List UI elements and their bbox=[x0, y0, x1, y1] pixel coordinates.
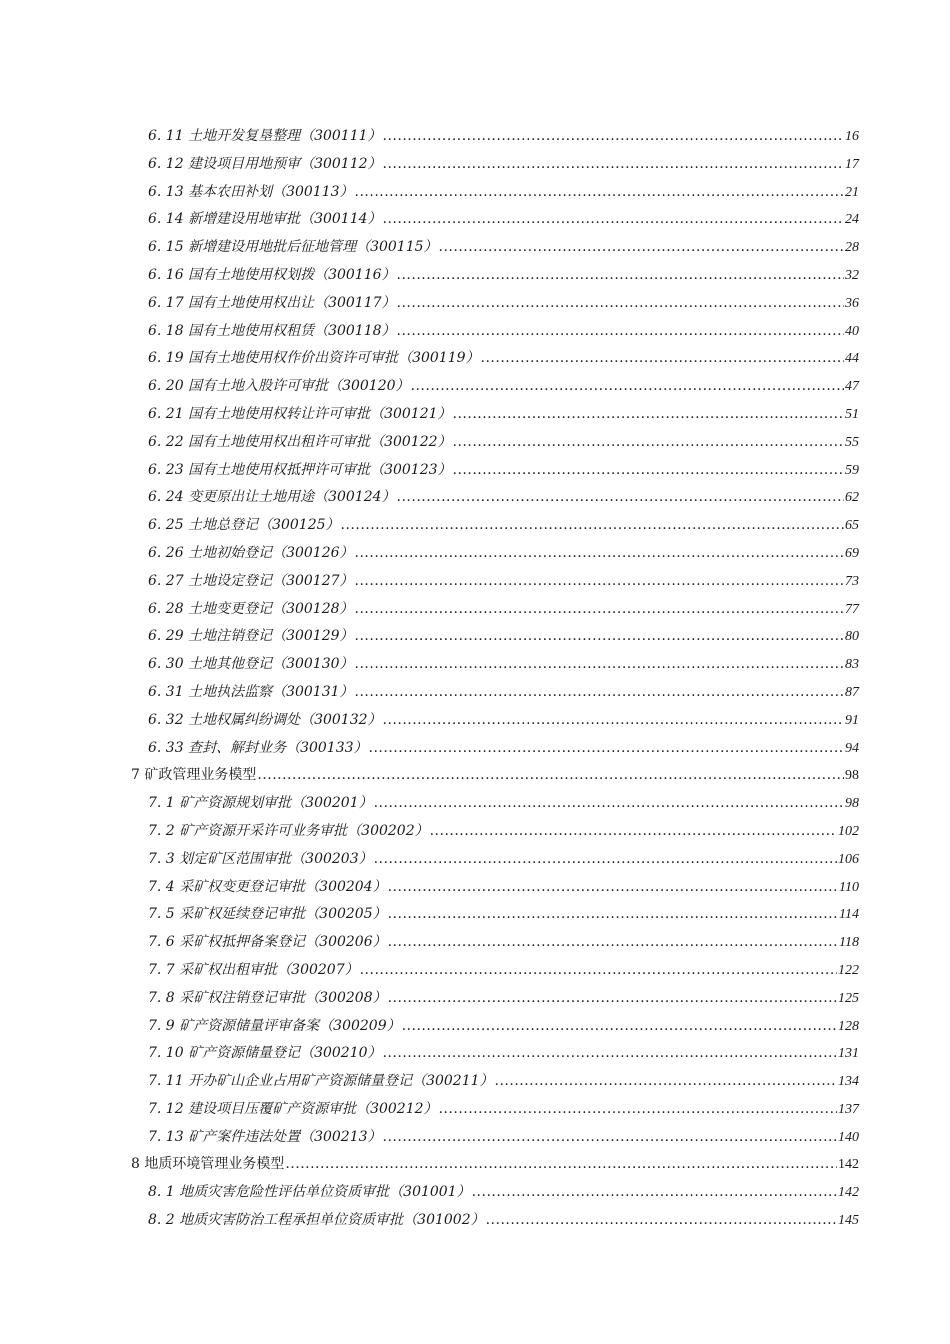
toc-entry-title: 6. 15 新增建设用地批后征地管理（300115） bbox=[148, 239, 438, 256]
toc-dot-leader bbox=[360, 959, 837, 981]
toc-entry-title: 6. 24 变更原出让土地用途（300124） bbox=[148, 489, 396, 506]
toc-entry-title: 7. 10 矿产资源储量登记（300210） bbox=[148, 1045, 382, 1062]
toc-entry-title: 6. 22 国有土地使用权出租许可审批（300122） bbox=[148, 433, 452, 450]
toc-entry-title: 7. 7 采矿权出租审批（300207） bbox=[148, 961, 359, 978]
toc-entry-title: 6. 33 查封、解封业务（300133） bbox=[148, 739, 368, 756]
toc-section-entry[interactable] bbox=[148, 153, 859, 181]
toc-section-entry[interactable] bbox=[148, 792, 859, 820]
toc-page-number: 21 bbox=[845, 184, 859, 200]
toc-section-entry[interactable] bbox=[148, 653, 859, 681]
toc-entry-title: 7. 9 矿产资源储量评审备案（300209） bbox=[148, 1017, 401, 1034]
toc-entry-title: 7. 3 划定矿区范围审批（300203） bbox=[148, 850, 373, 867]
toc-dot-leader bbox=[355, 570, 844, 592]
toc-entry-title: 7. 8 采矿权注销登记审批（300208） bbox=[148, 989, 387, 1006]
toc-page-number: 140 bbox=[838, 1129, 859, 1145]
toc-dot-leader bbox=[383, 1126, 837, 1148]
toc-section-entry[interactable] bbox=[148, 264, 859, 292]
toc-entry-title: 6. 31 土地执法监察（300131） bbox=[148, 683, 354, 700]
toc-entry-title: 6. 18 国有土地使用权租赁（300118） bbox=[148, 322, 396, 339]
toc-section-entry[interactable] bbox=[148, 876, 859, 904]
toc-section-entry[interactable] bbox=[148, 625, 859, 653]
toc-entry-title: 7. 1 矿产资源规划审批（300201） bbox=[148, 795, 373, 812]
toc-dot-leader bbox=[397, 320, 844, 342]
toc-entry-title: 6. 26 土地初始登记（300126） bbox=[148, 544, 354, 561]
toc-dot-leader bbox=[486, 1209, 837, 1231]
toc-dot-leader bbox=[439, 236, 844, 258]
toc-dot-leader bbox=[430, 820, 837, 842]
toc-page-number: 142 bbox=[838, 1157, 859, 1173]
toc-section-entry[interactable] bbox=[148, 848, 859, 876]
toc-dot-leader bbox=[453, 459, 844, 481]
toc-entry-title: 6. 12 建设项目用地预审（300112） bbox=[148, 155, 382, 172]
toc-entry-title: 6. 21 国有土地使用权转让许可审批（300121） bbox=[148, 405, 452, 422]
toc-page-number: 125 bbox=[838, 990, 859, 1006]
toc-section-entry[interactable] bbox=[148, 1126, 859, 1154]
toc-dot-leader bbox=[388, 903, 838, 925]
toc-entry-title: 6. 17 国有土地使用权出让（300117） bbox=[148, 294, 396, 311]
toc-page-number: 44 bbox=[845, 351, 859, 367]
toc-dot-leader bbox=[383, 208, 844, 230]
toc-entry-title: 6. 30 土地其他登记（300130） bbox=[148, 656, 354, 673]
toc-page-number: 137 bbox=[838, 1101, 859, 1117]
toc-page-number: 131 bbox=[838, 1046, 859, 1062]
toc-dot-leader bbox=[472, 1181, 837, 1203]
toc-dot-leader bbox=[388, 876, 838, 898]
toc-dot-leader bbox=[388, 931, 838, 953]
table-of-contents bbox=[0, 125, 950, 1237]
toc-entry-title: 8 地质环境管理业务模型 bbox=[131, 1156, 285, 1173]
toc-entry-title: 6. 16 国有土地使用权划拨（300116） bbox=[148, 266, 396, 283]
toc-page-number: 83 bbox=[845, 657, 859, 673]
toc-entry-title: 7. 12 建设项目压覆矿产资源审批（300212） bbox=[148, 1100, 438, 1117]
toc-entry-title: 6. 23 国有土地使用权抵押许可审批（300123） bbox=[148, 461, 452, 478]
toc-dot-leader bbox=[397, 264, 844, 286]
toc-dot-leader bbox=[383, 153, 844, 175]
toc-entry-title: 7. 5 采矿权延续登记审批（300205） bbox=[148, 906, 387, 923]
toc-chapter-entry[interactable] bbox=[131, 1153, 859, 1181]
toc-page-number: 24 bbox=[845, 212, 859, 228]
toc-dot-leader bbox=[383, 1042, 837, 1064]
toc-section-entry[interactable] bbox=[148, 181, 859, 209]
toc-section-entry[interactable] bbox=[148, 681, 859, 709]
toc-entry-title: 7. 2 矿产资源开采许可业务审批（300202） bbox=[148, 822, 429, 839]
toc-page-number: 73 bbox=[845, 573, 859, 589]
toc-page-number: 128 bbox=[838, 1018, 859, 1034]
toc-entry-title: 6. 20 国有土地入股许可审批（300120） bbox=[148, 378, 410, 395]
toc-section-entry[interactable] bbox=[148, 959, 859, 987]
toc-entry-title: 7. 11 开办矿山企业占用矿产资源储量登记（300211） bbox=[148, 1073, 494, 1090]
toc-dot-leader bbox=[355, 598, 844, 620]
toc-dot-leader bbox=[453, 403, 844, 425]
toc-entry-title: 7. 13 矿产案件违法处置（300213） bbox=[148, 1128, 382, 1145]
toc-section-entry[interactable] bbox=[148, 320, 859, 348]
toc-section-entry[interactable] bbox=[148, 542, 859, 570]
toc-section-entry[interactable] bbox=[148, 1015, 859, 1043]
toc-dot-leader bbox=[355, 542, 844, 564]
toc-page-number: 114 bbox=[839, 907, 859, 923]
toc-section-entry[interactable] bbox=[148, 820, 859, 848]
toc-page-number: 40 bbox=[845, 323, 859, 339]
toc-page-number: 102 bbox=[838, 823, 859, 839]
toc-section-entry[interactable] bbox=[148, 347, 859, 375]
toc-section-entry[interactable] bbox=[148, 931, 859, 959]
toc-section-entry[interactable] bbox=[148, 737, 859, 765]
toc-section-entry[interactable] bbox=[148, 903, 859, 931]
toc-page-number: 122 bbox=[838, 962, 859, 978]
toc-dot-leader bbox=[374, 792, 844, 814]
toc-entry-title: 6. 14 新增建设用地审批（300114） bbox=[148, 211, 382, 228]
toc-dot-leader bbox=[397, 292, 844, 314]
toc-dot-leader bbox=[495, 1070, 837, 1092]
toc-entry-title: 7. 4 采矿权变更登记审批（300204） bbox=[148, 878, 387, 895]
toc-entry-title: 6. 11 土地开发复垦整理（300111） bbox=[148, 128, 382, 144]
toc-section-entry[interactable] bbox=[148, 236, 859, 264]
toc-page-number: 118 bbox=[839, 935, 859, 951]
toc-page-number: 77 bbox=[845, 601, 859, 617]
toc-page-number: 134 bbox=[838, 1074, 859, 1090]
toc-entry-title: 6. 32 土地权属纠纷调处（300132） bbox=[148, 711, 382, 728]
toc-entry-title: 6. 29 土地注销登记（300129） bbox=[148, 628, 354, 645]
toc-page-number: 59 bbox=[845, 462, 859, 478]
toc-section-entry[interactable] bbox=[148, 486, 859, 514]
toc-section-entry[interactable] bbox=[148, 570, 859, 598]
toc-page-number: 145 bbox=[838, 1213, 859, 1229]
toc-entry-title: 7 矿政管理业务模型 bbox=[131, 767, 257, 784]
toc-page-number: 98 bbox=[845, 796, 859, 812]
toc-dot-leader bbox=[355, 681, 844, 703]
toc-chapter-entry[interactable] bbox=[131, 764, 859, 792]
toc-page-number: 62 bbox=[845, 490, 859, 506]
toc-entry-title: 8. 1 地质灾害危险性评估单位资质审批（301001） bbox=[148, 1184, 471, 1201]
toc-page-number: 142 bbox=[838, 1185, 859, 1201]
toc-dot-leader bbox=[374, 848, 837, 870]
toc-dot-leader bbox=[285, 1153, 837, 1175]
toc-page-number: 36 bbox=[845, 295, 859, 311]
toc-entry-title: 6. 27 土地设定登记（300127） bbox=[148, 572, 354, 589]
toc-dot-leader bbox=[369, 737, 844, 759]
toc-section-entry[interactable] bbox=[148, 1209, 859, 1237]
toc-dot-leader bbox=[402, 1015, 837, 1037]
toc-section-entry[interactable] bbox=[148, 1070, 859, 1098]
toc-section-entry[interactable] bbox=[148, 1042, 859, 1070]
toc-dot-leader bbox=[453, 431, 844, 453]
toc-dot-leader bbox=[397, 486, 844, 508]
toc-page-number: 80 bbox=[845, 629, 859, 645]
toc-entry-title: 6. 19 国有土地使用权作价出资许可审批（300119） bbox=[148, 350, 480, 367]
toc-entry-title: 6. 25 土地总登记（300125） bbox=[148, 517, 340, 534]
toc-page-number: 32 bbox=[845, 267, 859, 283]
toc-page-number: 110 bbox=[839, 879, 859, 895]
toc-section-entry[interactable] bbox=[148, 709, 859, 737]
toc-section-entry[interactable] bbox=[148, 403, 859, 431]
toc-dot-leader bbox=[383, 125, 844, 147]
toc-page-number: 47 bbox=[845, 379, 859, 395]
toc-page-number: 94 bbox=[845, 740, 859, 756]
toc-page-number: 91 bbox=[845, 712, 859, 728]
toc-section-entry[interactable] bbox=[148, 1181, 859, 1209]
toc-section-entry[interactable] bbox=[148, 431, 859, 459]
toc-page-number: 65 bbox=[845, 518, 859, 534]
toc-page-number: 16 bbox=[845, 129, 859, 144]
toc-section-entry[interactable] bbox=[148, 598, 859, 626]
toc-page-number: 17 bbox=[845, 156, 859, 172]
toc-section-entry[interactable] bbox=[148, 1098, 859, 1126]
toc-section-entry[interactable] bbox=[148, 125, 859, 153]
toc-entry-title: 8. 2 地质灾害防治工程承担单位资质审批（301002） bbox=[148, 1212, 485, 1229]
toc-dot-leader bbox=[341, 514, 844, 536]
toc-section-entry[interactable] bbox=[148, 514, 859, 542]
toc-section-entry[interactable] bbox=[148, 375, 859, 403]
toc-page-number: 69 bbox=[845, 545, 859, 561]
toc-section-entry[interactable] bbox=[148, 459, 859, 487]
toc-page-number: 28 bbox=[845, 240, 859, 256]
toc-dot-leader bbox=[355, 181, 844, 203]
toc-section-entry[interactable] bbox=[148, 208, 859, 236]
toc-dot-leader bbox=[388, 987, 837, 1009]
toc-dot-leader bbox=[355, 653, 844, 675]
toc-page-number: 55 bbox=[845, 434, 859, 450]
toc-dot-leader bbox=[383, 709, 844, 731]
toc-page-number: 106 bbox=[838, 851, 859, 867]
toc-dot-leader bbox=[411, 375, 844, 397]
toc-section-entry[interactable] bbox=[148, 987, 859, 1015]
toc-dot-leader bbox=[355, 625, 844, 647]
toc-entry-title: 6. 13 基本农田补划（300113） bbox=[148, 183, 354, 200]
toc-dot-leader bbox=[257, 764, 844, 786]
toc-entry-title: 6. 28 土地变更登记（300128） bbox=[148, 600, 354, 617]
toc-page-number: 51 bbox=[845, 406, 859, 422]
toc-page-number: 98 bbox=[845, 768, 859, 784]
toc-dot-leader bbox=[481, 347, 844, 369]
toc-entry-title: 7. 6 采矿权抵押备案登记（300206） bbox=[148, 934, 387, 951]
toc-dot-leader bbox=[439, 1098, 837, 1120]
toc-page-number: 87 bbox=[845, 684, 859, 700]
toc-section-entry[interactable] bbox=[148, 292, 859, 320]
